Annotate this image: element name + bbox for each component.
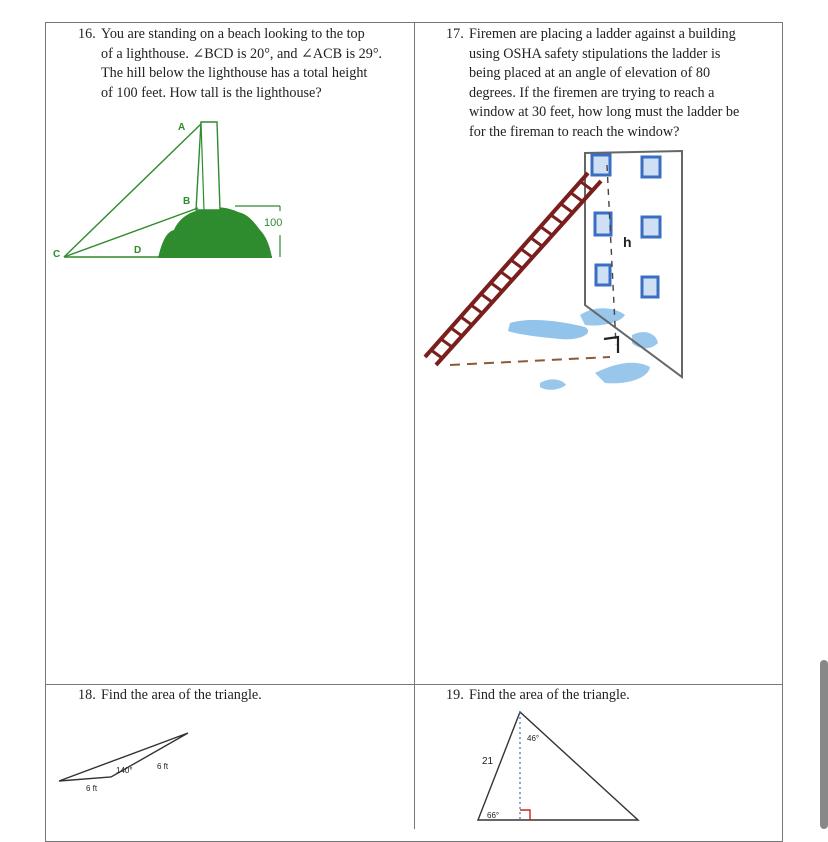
water-splash — [508, 320, 588, 339]
angle-label-66: 66° — [487, 811, 500, 820]
altitude-right-angle — [520, 810, 530, 820]
label-a: A — [178, 122, 186, 133]
column-divider — [414, 22, 415, 829]
triangle-19-diagram — [470, 708, 650, 829]
text-line: window at 30 feet, how long must the ladder be — [469, 104, 740, 120]
row-divider — [45, 684, 783, 685]
triangle-18-diagram — [55, 725, 200, 800]
angle-label-140: 140° — [116, 766, 133, 775]
acute-triangle — [478, 712, 638, 820]
text-line: for the fireman to reach the window? — [469, 123, 680, 140]
label-b: B — [183, 196, 191, 207]
question-number: 18. — [78, 687, 96, 703]
label-h: h — [623, 234, 632, 250]
label-c: C — [53, 249, 61, 260]
text-line: being placed at an angle of elevation of 80 — [469, 65, 711, 81]
label-d: D — [134, 245, 142, 256]
lighthouse-tower — [196, 122, 220, 210]
question-17 — [446, 25, 776, 142]
question-number: 19. — [446, 687, 464, 703]
question-16 — [78, 25, 398, 103]
question-number: 17. — [446, 26, 464, 42]
text-line: Firemen are placing a ladder against a building — [469, 26, 736, 42]
question-number: 16. — [78, 26, 96, 42]
building-windows — [592, 155, 660, 297]
question-19 — [446, 686, 746, 706]
question-text: Find the area of the triangle. — [469, 687, 630, 703]
side-label-top: 6 ft — [157, 762, 169, 771]
side-label-21: 21 — [482, 756, 494, 767]
hill-shape — [158, 207, 272, 258]
side-label-bottom: 6 ft — [86, 784, 98, 793]
label-100: 100 — [264, 217, 283, 229]
text-line: The hill below the lighthouse has a total height — [101, 65, 368, 81]
question-18 — [78, 686, 378, 706]
text-line: of a lighthouse. ∠BCD is 20°, and ∠ACB is 29°. — [101, 45, 383, 62]
text-line: of 100 feet. How tall is the lighthouse? — [101, 84, 322, 101]
question-text — [78, 25, 398, 103]
text-line: degrees. If the firemen are trying to reach a — [469, 84, 715, 101]
text-line: You are standing on a beach looking to the top — [101, 26, 365, 42]
lighthouse-diagram — [50, 110, 300, 270]
angle-label-46: 46° — [527, 734, 540, 743]
page-scrollbar[interactable] — [820, 660, 828, 829]
ground-dashed-line — [450, 357, 610, 365]
question-text: Find the area of the triangle. — [101, 687, 262, 703]
ladder-diagram — [420, 145, 690, 400]
question-text — [446, 25, 776, 142]
text-line: using OSHA safety stipulations the ladder is — [469, 45, 721, 62]
